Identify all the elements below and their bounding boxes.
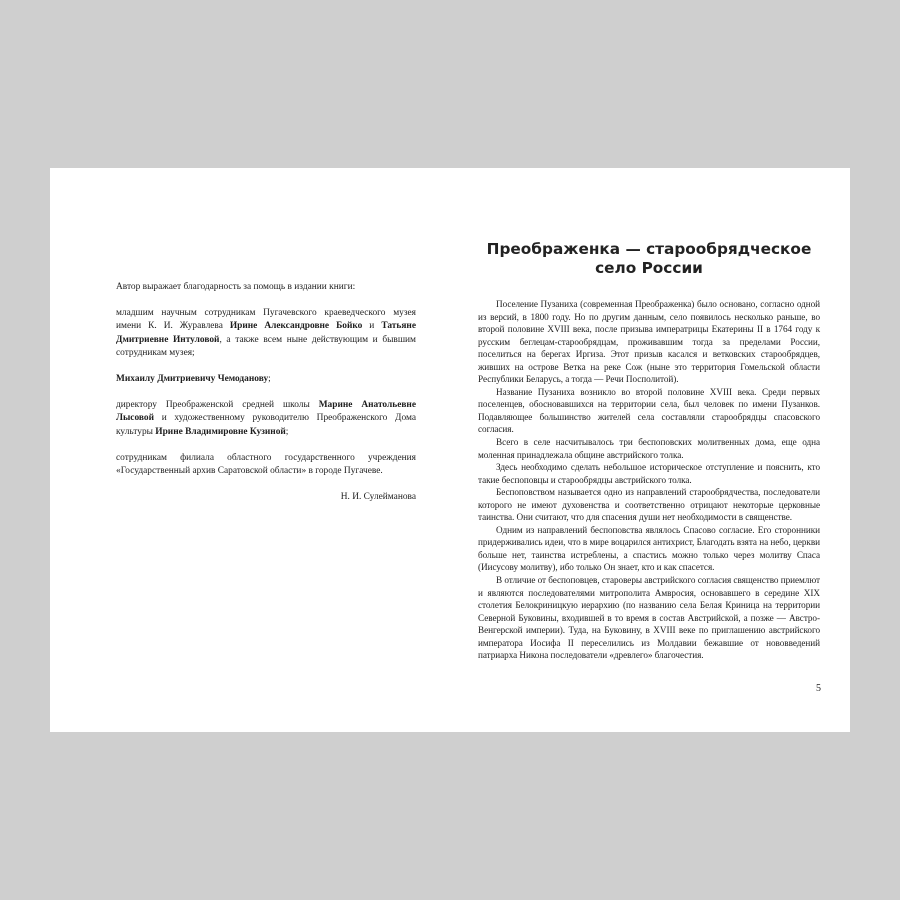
acknowledgment-museum xyxy=(116,307,416,360)
body-paragraph: Беспоповством называется одно из направлений старообрядчества, последователи которого не имеют духовенства и соответственно отрицают некоторые церковные таинства. Они считают, что для спасения души нет необходимости в священстве. xyxy=(478,487,820,523)
book-spread xyxy=(50,168,850,732)
left-page xyxy=(50,168,450,732)
ack-text: и xyxy=(362,321,382,332)
right-page xyxy=(450,168,850,732)
ack-text: , а также всем ныне действующим и бывшим сотрудникам музея; xyxy=(116,334,416,358)
ack-text: и художественному руководителю Преображенского Дома культуры xyxy=(116,413,416,437)
ack-name: Марине Анатольевне Лысовой xyxy=(116,400,416,424)
ack-text: младшим научным сотрудникам Пугачевского краеведческого музея имени К. И. Журавлева xyxy=(116,308,416,332)
ack-text: директору Преображенской средней школы xyxy=(116,400,319,411)
acknowledgment-school xyxy=(116,399,416,439)
acknowledgment-intro: Автор выражает благодарность за помощь в издании книги: xyxy=(116,282,356,292)
chapter-title-line: село России xyxy=(595,259,703,277)
acknowledgment-archive: сотрудникам филиала областного государственного учреждения «Государственный архив Саратовской области» в городе Пугачеве. xyxy=(116,452,416,477)
chapter-title-line: Преображенка — старообрядческое xyxy=(486,240,812,258)
ack-text: ; xyxy=(268,374,271,385)
body-paragraph: Здесь необходимо сделать небольшое историческое отступление и пояснить, кто такие беспоповцы и старообрядцы австрийского толка. xyxy=(478,462,820,485)
ack-text: ; xyxy=(285,426,289,437)
acknowledgment-person xyxy=(116,373,416,386)
ack-name: Татьяне Дмитриевне Интуловой xyxy=(116,321,416,345)
chapter-title xyxy=(478,240,820,278)
body-paragraph: В отличие от беспоповцев, староверы австрийского согласия священство приемлют и являются последователями митрополита Амвросия, основавшего в середине XIX столетия Белокриницкую иерархию (по названию села Белая Криница на территории Северной Буковины, входившей в то время в состав Австрийской, а позже — Австро-Венгерской империи). Туда, на Буковину, в XVIII веке по приглашению австрийского императора Иосифа II переселились из Молдавии бежавшие от нововведений патриарха Никона последователи «древлего» благочестия. xyxy=(478,575,820,661)
page-number: 5 xyxy=(816,683,821,694)
ack-name: Ирине Владимировне Кузиной xyxy=(155,426,286,437)
ack-name: Михаилу Дмитриевичу Чемоданову xyxy=(116,374,269,385)
author-signature: Н. И. Сулейманова xyxy=(340,492,416,503)
body-paragraph: Одним из направлений беспоповства являлось Спасово согласие. Его сторонники придерживались идеи, что в мире воцарился антихрист, Благодать взята на небо, церкви больше нет, таинства истреблены, а спастись можно только через молитву Спаса (Иисусову молитву), ибо только Он знает, кто и как спасется. xyxy=(478,524,820,573)
body-paragraph: Поселение Пузаниха (современная Преображенка) было основано, согласно одной из версий, в 1800 году. Но по другим данным, село появилось несколько раньше, во второй половине XVIII века, после призыва императрицы Екатерины II в 1764 году к русским беглецам-старообрядцам, проживавшим тогда за пределами России, поселиться на берегах Иргиза. Этот призыв касался и ветковских старообрядцев, живших на острове Ветка на реке Сож (ныне это территория Гомельской области Республики Беларусь, а тогда — Речи Посполитой). xyxy=(478,299,820,385)
ack-name: Ирине Александровне Бойко xyxy=(229,321,363,332)
body-paragraph: Название Пузаниха возникло во второй половине XVIII века. Среди первых поселенцев, обосновавшихся на территории села, был человек по имени Пузанков. Подавляющее большинство жителей села составляли старообрядцы спасовского согласия. xyxy=(478,386,820,435)
body-paragraph: Всего в селе насчитывалось три беспоповских молитвенных дома, еще одна моленная принадлежала общине австрийского толка. xyxy=(478,437,820,460)
